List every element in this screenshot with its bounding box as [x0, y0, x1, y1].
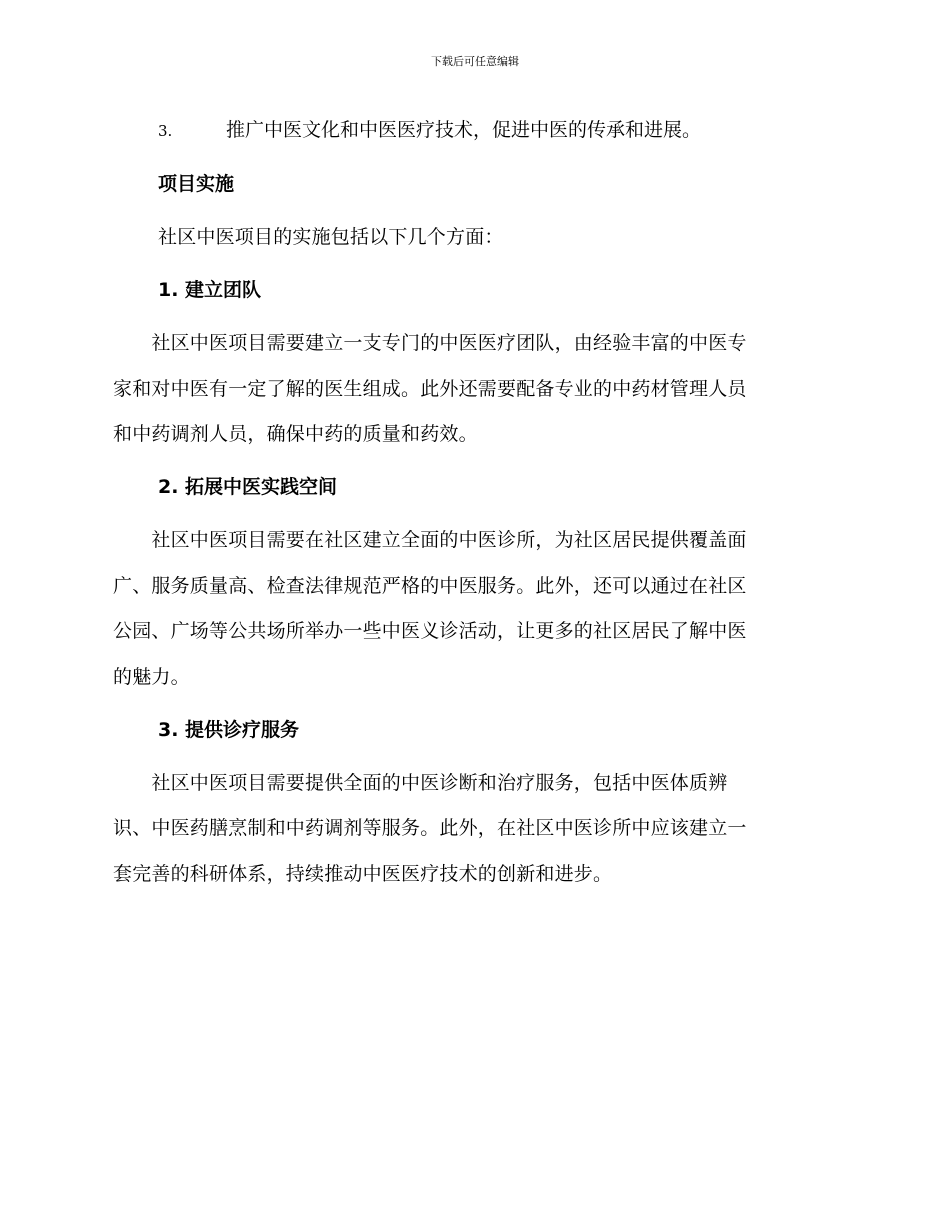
document-body [113, 114, 833, 911]
paragraph-line: 识、中医药膳烹制和中药调剂等服务。此外，在社区中医诊所中应该建立一 [113, 817, 747, 839]
section-2-paragraph [113, 524, 833, 693]
section-2-heading: 2. 拓展中医实践空间 [158, 476, 338, 498]
section-3-heading: 3. 提供诊疗服务 [158, 718, 300, 741]
section-title: 项目实施 [158, 173, 235, 195]
section-3-paragraph [113, 767, 833, 890]
intro-paragraph: 社区中医项目的实施包括以下几个方面： [158, 226, 504, 248]
list-text: 推广中医文化和中医医疗技术，促进中医的传承和进展。 [226, 119, 702, 141]
paragraph-line: 社区中医项目需要提供全面的中医诊断和治疗服务，包括中医体质辨 [113, 771, 728, 794]
section-1-paragraph [113, 327, 833, 450]
paragraph-line: 广、服务质量高、检查法律规范严格的中医服务。此外，还可以通过在社区 [113, 574, 747, 597]
objective-list-item [158, 114, 833, 147]
section-1-heading: 1. 建立团队 [158, 279, 262, 301]
list-number: 3. [158, 122, 173, 140]
paragraph-line: 社区中医项目需要建立一支专门的中医医疗团队，由经验丰富的中医专 [113, 332, 747, 354]
paragraph-line: 套完善的科研体系，持续推动中医医疗技术的创新和进步。 [113, 862, 613, 885]
page-header-note: 下载后可任意编辑 [431, 55, 519, 68]
paragraph-line: 家和对中医有一定了解的医生组成。此外还需要配备专业的中药材管理人员 [113, 377, 747, 400]
paragraph-line: 和中药调剂人员，确保中药的质量和药效。 [113, 423, 478, 445]
paragraph-line: 的魅力。 [113, 665, 190, 688]
paragraph-line: 社区中医项目需要在社区建立全面的中医诊所，为社区居民提供覆盖面 [113, 529, 747, 551]
paragraph-line: 公园、广场等公共场所举办一些中医义诊活动，让更多的社区居民了解中医 [113, 620, 747, 642]
